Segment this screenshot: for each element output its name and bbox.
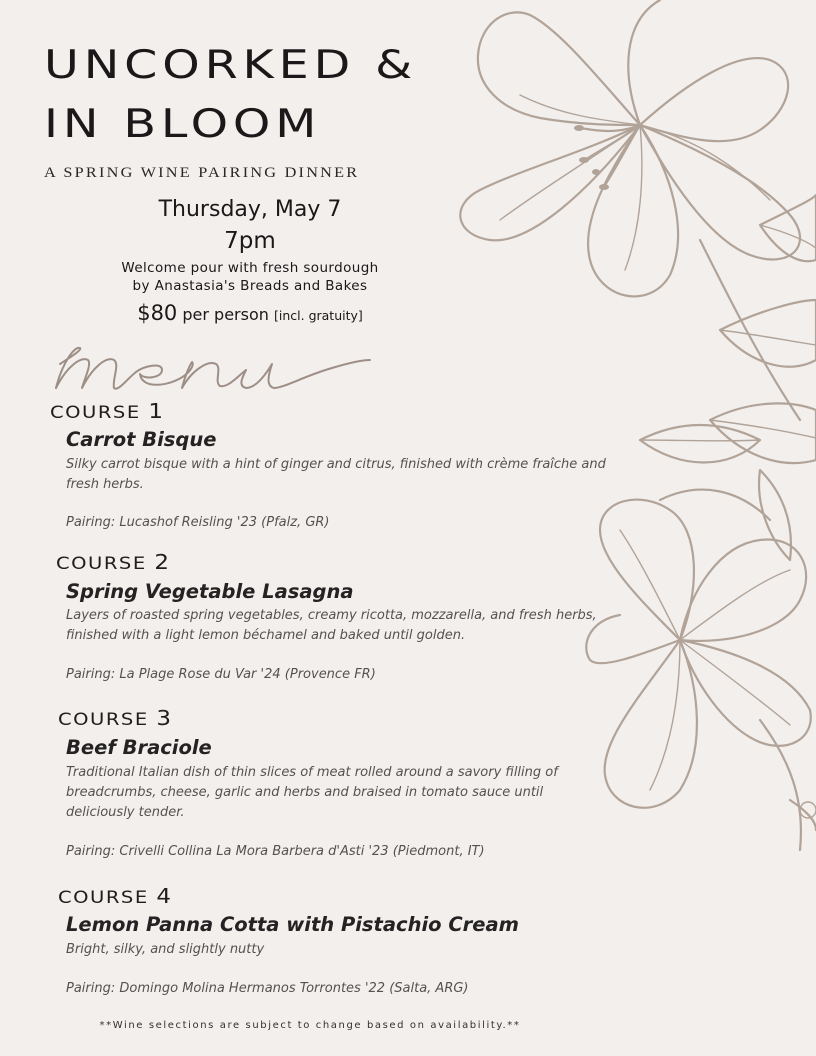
course-2-description: Layers of roasted spring vegetables, creamy ricotta, mozzarella, and fresh herbs, finished with a light lemon béchamel and baked until golden. [66,608,597,643]
leaves-icon [640,195,816,560]
course-4-dish: Lemon Panna Cotta with Pistachio Cream [66,913,519,936]
course-2-dish: Spring Vegetable Lasagna [66,580,354,603]
course-2-label-text: COURSE [56,554,147,574]
welcome-line-2: by Anastasia's Breads and Bakes [132,278,368,294]
course-1-description: Silky carrot bisque with a hint of ginger and citrus, finished with crème fraîche and fresh herbs. [66,457,606,492]
course-3-label-text: COURSE [58,710,149,730]
event-date: Thursday, May 7 [158,197,342,222]
course-3-pairing: Pairing: Crivelli Collina La Mora Barbera d'Asti '23 (Piedmont, IT) [66,844,485,859]
event-subtitle: A SPRING WINE PAIRING DINNER [44,165,360,181]
bottom-flower-icon [586,500,816,850]
course-2-label [56,550,171,574]
price-unit: per person [182,305,269,324]
course-4-label-text: COURSE [58,888,149,908]
course-4-number: 4 [156,884,173,908]
top-flower-icon [460,0,800,420]
price-line [0,301,500,325]
welcome-note [0,259,500,295]
event-title-line-2: IN BLOOM [44,102,322,147]
course-1-label [50,399,165,423]
course-1-number: 1 [148,399,165,423]
course-4-pairing: Pairing: Domingo Molina Hermanos Torrontes '22 (Salta, ARG) [66,981,469,996]
course-1-label-text: COURSE [50,403,141,423]
course-3-dish: Beef Braciole [66,736,212,759]
price-amount: $80 [137,301,178,325]
event-title-line-1: UNCORKED & [44,43,418,88]
course-4-description: Bright, silky, and slightly nutty [66,942,265,957]
course-3-description: Traditional Italian dish of thin slices of meat rolled around a savory filling of breadcrumbs, cheese, garlic and herbs and braised in tomato sauce until deliciously tender. [66,765,558,820]
event-time: 7pm [224,228,276,254]
price-note: [incl. gratuity] [274,308,363,323]
menu-script-heading [52,334,372,394]
course-2-number: 2 [154,550,171,574]
course-1-dish: Carrot Bisque [66,428,217,451]
course-4-label [58,884,173,908]
welcome-line-1: Welcome pour with fresh sourdough [121,260,379,276]
course-3-number: 3 [156,706,173,730]
course-3-label [58,706,173,730]
course-1-pairing: Pairing: Lucashof Reisling '23 (Pfalz, GR) [66,515,330,530]
course-2-pairing: Pairing: La Plage Rose du Var '24 (Provence FR) [66,667,376,682]
availability-disclaimer: **Wine selections are subject to change based on availability.** [99,1020,521,1031]
